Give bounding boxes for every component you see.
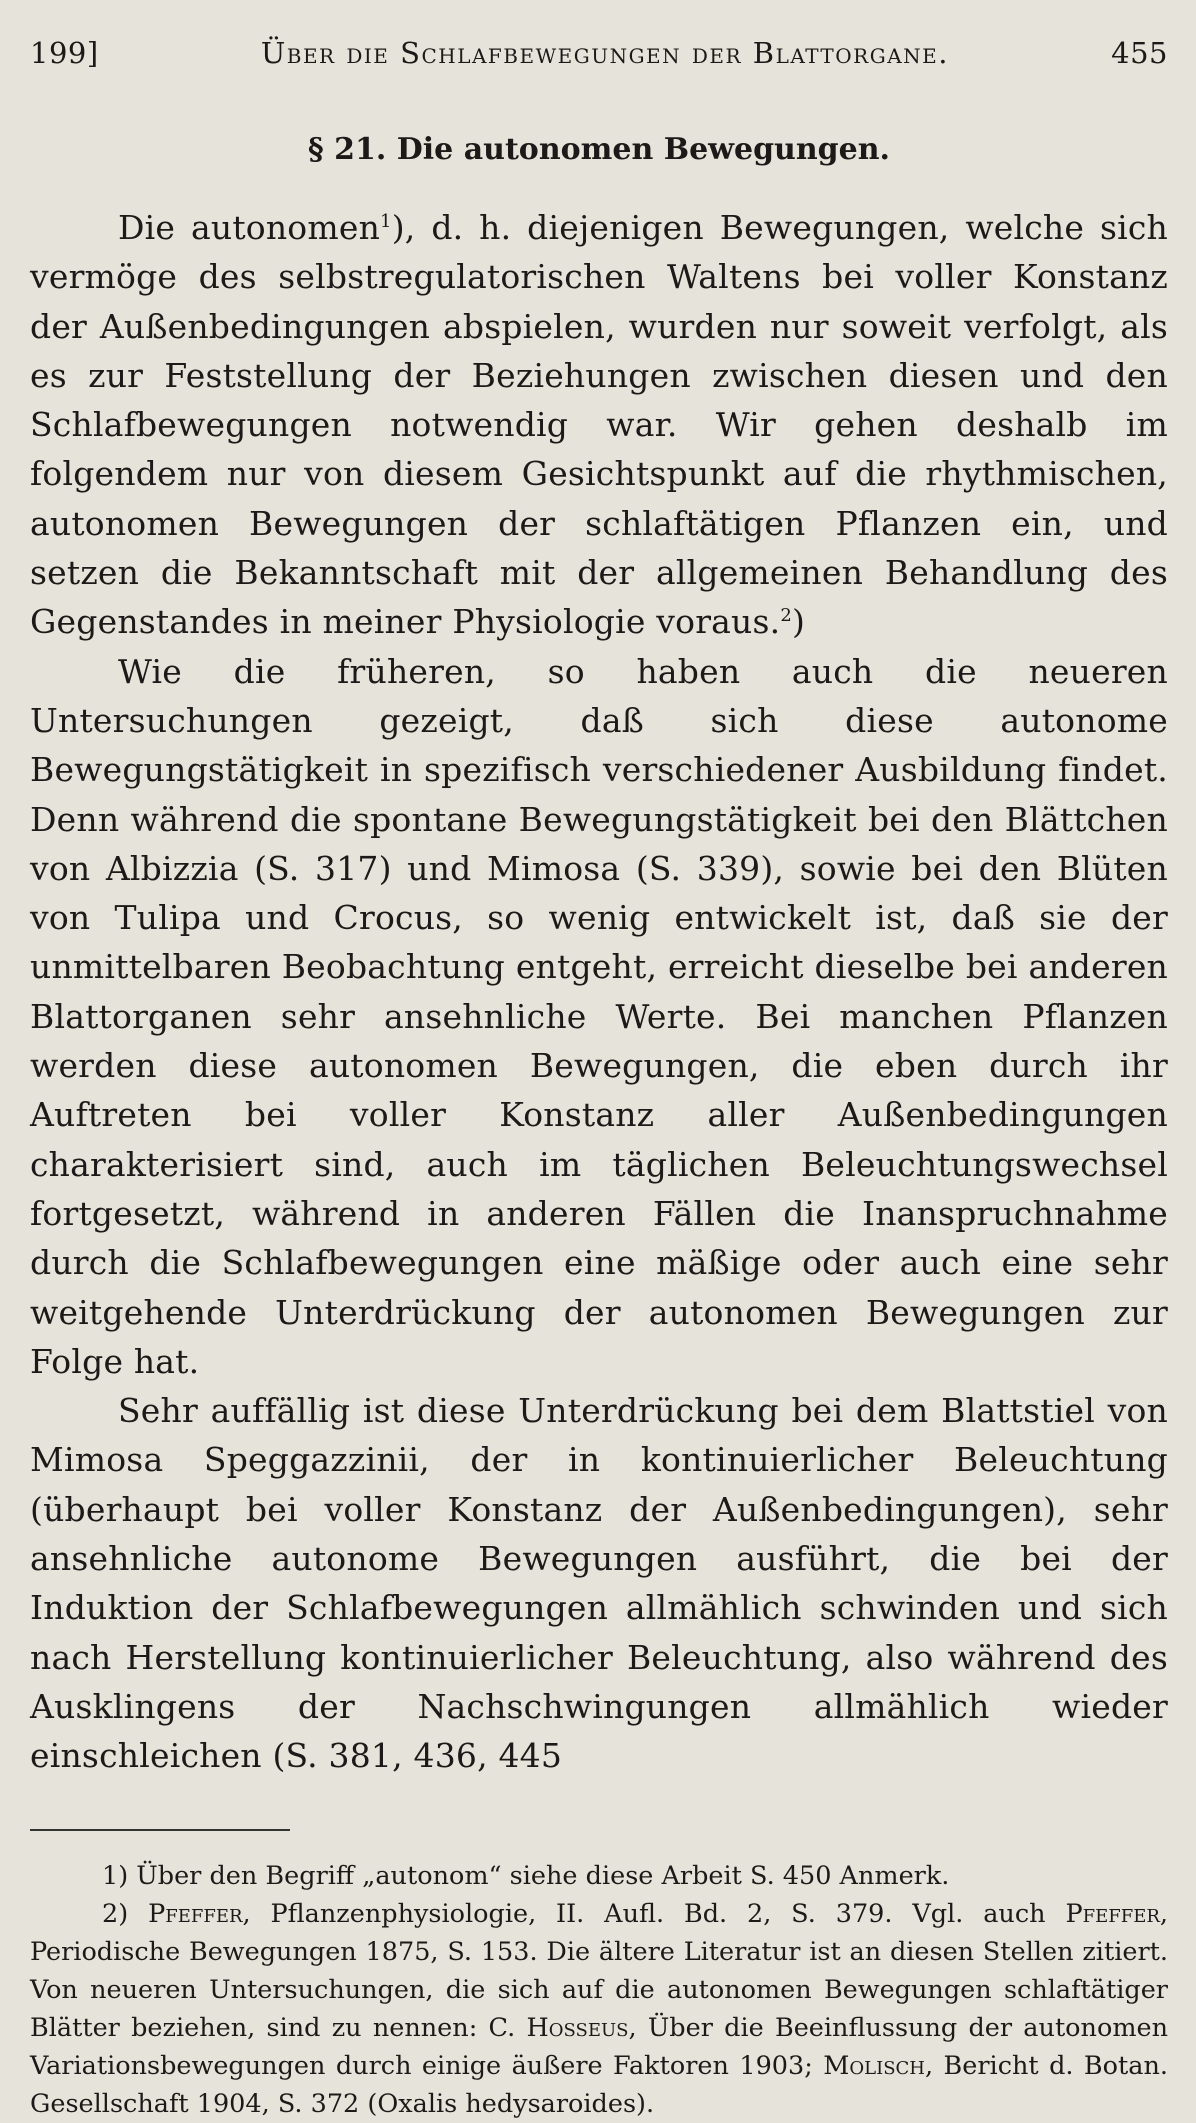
footnote-ref-1: 1: [380, 211, 392, 232]
paragraph-1-text-b: ), d. h. diejenigen Bewegungen, welche sich vermöge des selbstregulatorischen Waltens bei voller Konstanz der Außenbedingungen abspielen, wurden nur soweit verfolgt, als es zur Feststellung der Beziehungen zwischen diesen und den Schlafbewegungen notwendig war. Wir gehen deshalb im folgendem nur von diesem Gesichtspunkt auf die rhythmischen, autonomen Bewegungen der schlaftätigen Pflanzen ein, und setzen die Bekanntschaft mit der allgemeinen Behandlung des Gegenstandes in meiner Physiologie voraus.: [30, 208, 1168, 642]
page-ref: 199]: [30, 36, 99, 70]
footnote-2: [30, 1895, 1168, 2123]
footnote-rule: [30, 1829, 290, 1831]
paragraph-3: Sehr auffällig ist diese Unterdrückung bei dem Blattstiel von Mimosa Speggazzinii, der in kontinuierlicher Beleuchtung (überhaupt bei voller Konstanz der Außenbedingungen), sehr ansehnliche autonome Bewegungen ausführt, die bei der Induktion der Schlafbewegungen allmählich schwinden und sich nach Herstellung kontinuierlicher Beleuchtung, also während des Ausklingens der Nachschwingungen allmählich wieder einschleichen (S. 381, 436, 445: [30, 1391, 1168, 1776]
paragraph-1-text-c: ): [792, 602, 806, 642]
footnote-2-text-d: , Bericht d. Botan. Gesellschaft 1904, S. 372 (Oxalis hedysaroides).: [30, 2050, 1168, 2119]
author-hosseus: Hosseus: [526, 2012, 629, 2043]
footnotes: [30, 1857, 1168, 2123]
paragraph-1-text-a: Die autonomen: [118, 208, 381, 247]
paragraph-2: Wie die früheren, so haben auch die neueren Untersuchungen gezeigt, daß sich diese autonome Bewegungstätigkeit in spezifisch verschiedener Ausbildung findet. Denn während die spontane Bewegungstätigkeit bei den Blättchen von Albizzia (S. 317) und Mimosa (S. 339), sowie bei den Blüten von Tulipa und Crocus, so wenig entwickelt ist, daß sie der unmittelbaren Beobachtung entgeht, erreicht dieselbe bei anderen Blattorganen sehr ansehnliche Werte. Bei manchen Pflanzen werden diese autonomen Bewegungen, die eben durch ihr Auftreten bei voller Konstanz aller Außenbedingungen charakterisiert sind, auch im täglichen Beleuchtungswechsel fortgesetzt, während in anderen Fällen die Inanspruchnahme durch die Schlafbewegungen eine mäßige oder auch eine sehr weitgehende Unterdrückung der autonomen Bewegungen zur Folge hat.: [30, 651, 1168, 1381]
footnote-1: 1) Über den Begriff „autonom“ siehe diese Arbeit S. 450 Anmerk.: [102, 1860, 950, 1891]
footnote-2-number: 2): [102, 1898, 129, 1929]
paragraph-1: [30, 203, 1168, 647]
body-text: [30, 203, 1168, 1781]
section-heading: § 21. Die autonomen Bewegungen.: [307, 132, 890, 167]
footnote-2-text-a: , Pflanzenphysiologie, II. Aufl. Bd. 2, S. 379. Vgl. auch: [242, 1898, 1046, 1929]
author-pfeffer-2: Pfeffer: [1065, 1898, 1160, 1929]
footnote-2-text-c: , Über die Beeinflussung der autonomen Variationsbewegungen durch einige äußere Faktoren 1903;: [30, 2012, 1169, 2081]
author-molisch: Molisch: [823, 2050, 925, 2081]
running-title: Über die Schlafbewegungen der Blattorgane.: [260, 36, 949, 70]
running-head: [30, 36, 1168, 70]
page-number: 455: [1111, 36, 1168, 70]
author-pfeffer: Pfeffer: [148, 1898, 243, 1929]
footnote-ref-2: 2: [780, 605, 792, 627]
footnote-2-text-b: , Periodische Bewegungen 1875, S. 153. Die ältere Literatur ist an diesen Stellen zitiert. Von neueren Untersuchungen, die sich auf die autonomen Bewegungen schlaftätiger Blätter beziehen, sind zu nennen: C.: [30, 1898, 1169, 2043]
